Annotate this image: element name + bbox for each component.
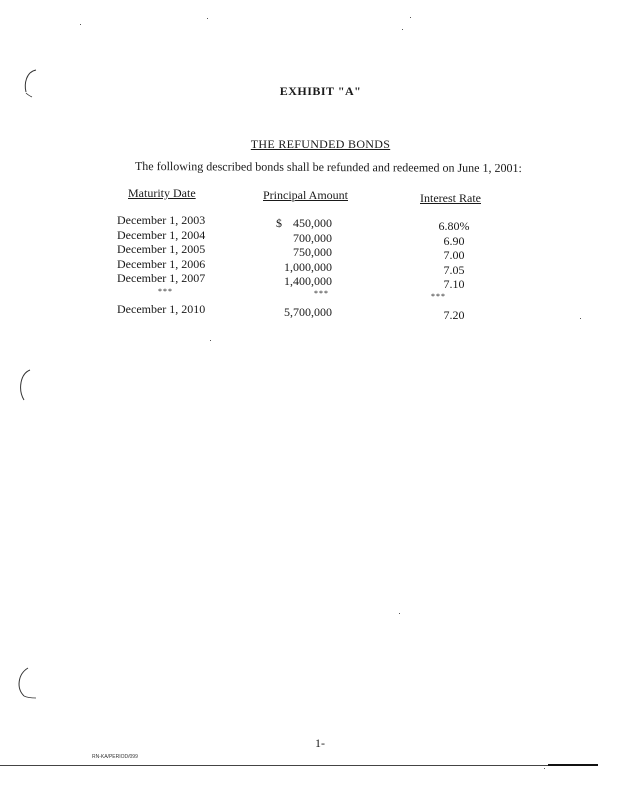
intro-text: The following described bonds shall be refunded and redeemed on June 1, 2001:: [134, 159, 522, 176]
scan-speck: [410, 17, 411, 18]
scan-speck: [399, 613, 400, 614]
scan-speck: [80, 24, 81, 25]
table-row-rate: 7.10: [443, 277, 465, 291]
table-row-principal-omitted: ***: [314, 289, 329, 298]
table-row-rate: 7.05: [443, 263, 465, 277]
binder-hole-top-mark: [18, 66, 42, 102]
scan-speck: [580, 318, 581, 319]
table-row-rate: 6.80%: [438, 219, 470, 233]
section-title: THE REFUNDED BONDS: [250, 137, 391, 151]
binder-hole-bottom-mark: [14, 664, 38, 704]
table-row-maturity: December 1, 2010: [117, 302, 206, 316]
table-row-rate-omitted: ***: [431, 292, 446, 301]
footer-rule: [0, 765, 548, 766]
table-row-principal: 5,700,000: [284, 305, 332, 319]
scan-speck: [207, 18, 208, 19]
scan-speck: [402, 29, 403, 30]
page-number: 1-: [315, 736, 325, 750]
footer-rule-heavy: [548, 764, 598, 766]
table-row-maturity: December 1, 2003: [117, 213, 206, 227]
table-row-principal: 700,000: [293, 231, 332, 245]
table-row-maturity: December 1, 2005: [117, 242, 206, 256]
table-row-principal: 750,000: [293, 245, 332, 259]
exhibit-title: EXHIBIT "A": [279, 84, 362, 98]
table-row-principal: 1,000,000: [284, 260, 332, 274]
header-maturity-date: Maturity Date: [128, 186, 196, 200]
table-row-maturity: December 1, 2006: [117, 257, 206, 271]
table-row-dollar: $: [276, 216, 282, 230]
table-row-rate: 7.20: [443, 308, 465, 322]
footer-document-code: RN-KA/PERIOD/099: [92, 754, 138, 760]
header-principal-amount: Principal Amount: [263, 188, 348, 202]
table-row-maturity: December 1, 2007: [117, 271, 206, 285]
table-row-maturity: December 1, 2004: [117, 228, 206, 242]
binder-hole-middle-mark: [14, 366, 36, 406]
table-row-principal: 450,000: [293, 216, 332, 230]
table-row-maturity-omitted: ***: [158, 287, 173, 296]
table-row-principal: 1,400,000: [284, 274, 332, 288]
header-interest-rate: Interest Rate: [420, 191, 481, 205]
scan-speck: [544, 768, 545, 769]
table-row-rate: 6.90: [443, 234, 465, 248]
scan-speck: [210, 340, 211, 341]
table-row-rate: 7.00: [443, 248, 465, 262]
